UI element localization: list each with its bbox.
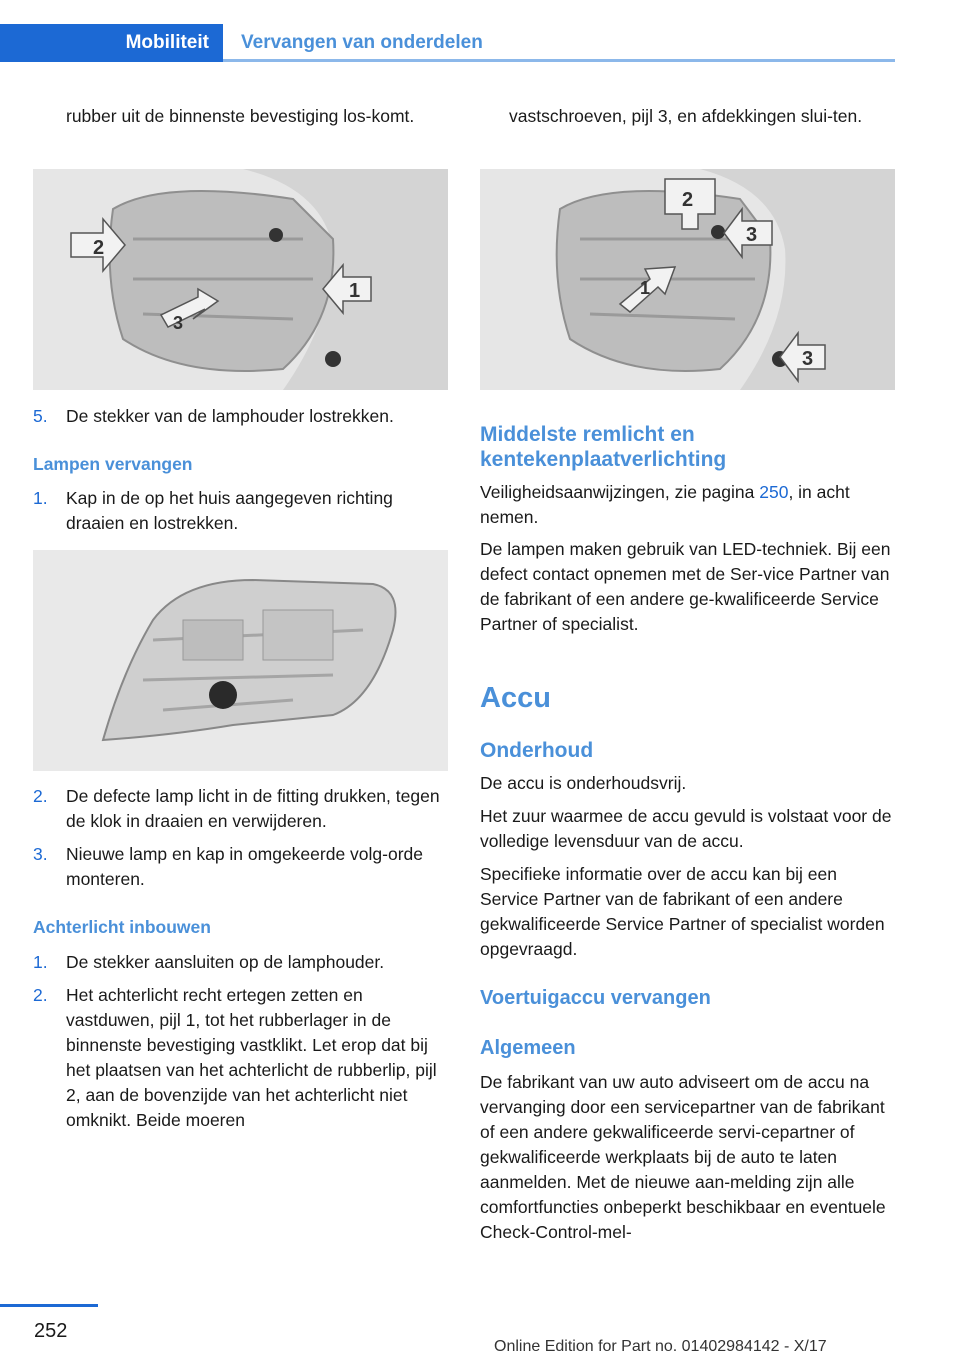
algemeen-heading: Algemeen bbox=[480, 1037, 576, 1059]
taillight-removal-figure bbox=[33, 169, 448, 390]
inbouwen-step-1-number: 1. bbox=[33, 952, 48, 972]
inbouwen-step-2-text: Het achterlicht recht ertegen zetten en vastduwen, pijl 1, tot het rubberlager in de binnenste bevestiging vastklikt. Let erop dat bij het plaatsen van het achterlicht de rubberlip, pijl 2, aan de bovenzijde van het achterlicht niet omknikt. Beide moeren bbox=[66, 985, 437, 1130]
safety-pre-text: Veiligheidsaanwijzingen, zie pagina bbox=[480, 482, 760, 502]
page-number-rule bbox=[0, 1304, 98, 1307]
onderhoud-p2: Het zuur waarmee de accu gevuld is volstaat voor de volledige levensduur van de accu. bbox=[480, 806, 892, 851]
onderhoud-p1: De accu is onderhoudsvrij. bbox=[480, 773, 687, 793]
taillight-install-illustration bbox=[480, 169, 895, 390]
middelste-remlicht-heading: Middelste remlicht en kentekenplaatverlichting bbox=[480, 423, 727, 471]
led-text: De lampen maken gebruik van LED-techniek. Bij een defect contact opnemen met de Ser-vice Partner van de fabrikant of een andere ge-kwalificeerde Service Partner of specialist. bbox=[480, 539, 891, 634]
onderhoud-p3: Specifieke informatie over de accu kan bij een Service Partner van de fabrikant of een andere gekwalificeerde Service Partner of specialist worden opgevraagd. bbox=[480, 864, 885, 959]
safety-post-text: , in acht nemen. bbox=[480, 482, 850, 527]
install-arrow-3-top-label: 3 bbox=[746, 224, 758, 246]
lampen-step-2-number: 2. bbox=[33, 786, 48, 806]
edition-footer: Online Edition for Part no. 01402984142 - X/17 bbox=[494, 1338, 827, 1355]
onderhoud-heading: Onderhoud bbox=[480, 739, 594, 762]
right-intro-text: vastschroeven, pijl 3, en afdekkingen slui-ten. bbox=[509, 106, 863, 126]
left-intro-text: rubber uit de binnenste bevestiging los-komt. bbox=[66, 106, 415, 126]
lampen-step-3-text: Nieuwe lamp en kap in omgekeerde volg-orde monteren. bbox=[66, 844, 424, 889]
accu-heading: Accu bbox=[480, 682, 551, 714]
install-arrow-3-bottom-label: 3 bbox=[802, 348, 814, 370]
inbouwen-step-1-text: De stekker aansluiten op de lamphouder. bbox=[66, 952, 385, 972]
nut-top bbox=[269, 228, 283, 242]
install-arrow-1-label: 1 bbox=[640, 278, 651, 298]
step-5-text: De stekker van de lamphouder lostrekken. bbox=[66, 406, 394, 426]
safety-page-link[interactable]: 250 bbox=[759, 482, 789, 502]
algemeen-text: De fabrikant van uw auto adviseert om de accu na vervanging door een servicepartner van de fabrikant of een andere gekwalificeerde servi-cepartner of gekwalificeerde werkplaats bij de auto te laten aanmelden. Met de nieuwe aan-melding zijn alle comfortfuncties onbeperkt beschikbaar en eventuele Check-Control-mel- bbox=[480, 1072, 886, 1242]
lampen-step-3-number: 3. bbox=[33, 844, 48, 864]
taillight-install-figure bbox=[480, 169, 895, 390]
arrow-1-label: 1 bbox=[349, 280, 361, 302]
lamp-cover-figure bbox=[33, 550, 448, 771]
lampen-vervangen-heading: Lampen vervangen bbox=[33, 454, 193, 474]
safety-reference bbox=[480, 480, 895, 530]
voertuigaccu-heading: Voertuigaccu vervangen bbox=[480, 987, 711, 1009]
header-rule bbox=[223, 59, 895, 62]
arrow-2-label: 2 bbox=[93, 237, 105, 259]
install-arrow-2-label: 2 bbox=[682, 189, 694, 211]
arrow-3-label: 3 bbox=[173, 313, 184, 333]
section-tab bbox=[0, 24, 223, 62]
subsection-label: Vervangen van onderdelen bbox=[241, 32, 483, 53]
nut-bottom bbox=[325, 351, 341, 367]
lampen-step-2-text: De defecte lamp licht in de fitting drukken, tegen de klok in draaien en verwijderen. bbox=[66, 786, 440, 831]
lamp-socket-cap bbox=[209, 681, 237, 709]
lamp-cover-illustration bbox=[33, 550, 448, 771]
section-label: Mobiliteit bbox=[125, 32, 209, 53]
step-5-number: 5. bbox=[33, 406, 48, 426]
lampen-step-1-text: Kap in de op het huis aangegeven richting draaien en lostrekken. bbox=[66, 488, 393, 533]
taillight-removal-illustration bbox=[33, 169, 448, 390]
lampen-step-1-number: 1. bbox=[33, 488, 48, 508]
page-number: 252 bbox=[34, 1320, 68, 1342]
taillight-housing-shape bbox=[110, 191, 334, 371]
page-header bbox=[0, 0, 895, 62]
achterlicht-inbouwen-heading: Achterlicht inbouwen bbox=[33, 917, 211, 937]
inbouwen-step-2-number: 2. bbox=[33, 985, 48, 1005]
